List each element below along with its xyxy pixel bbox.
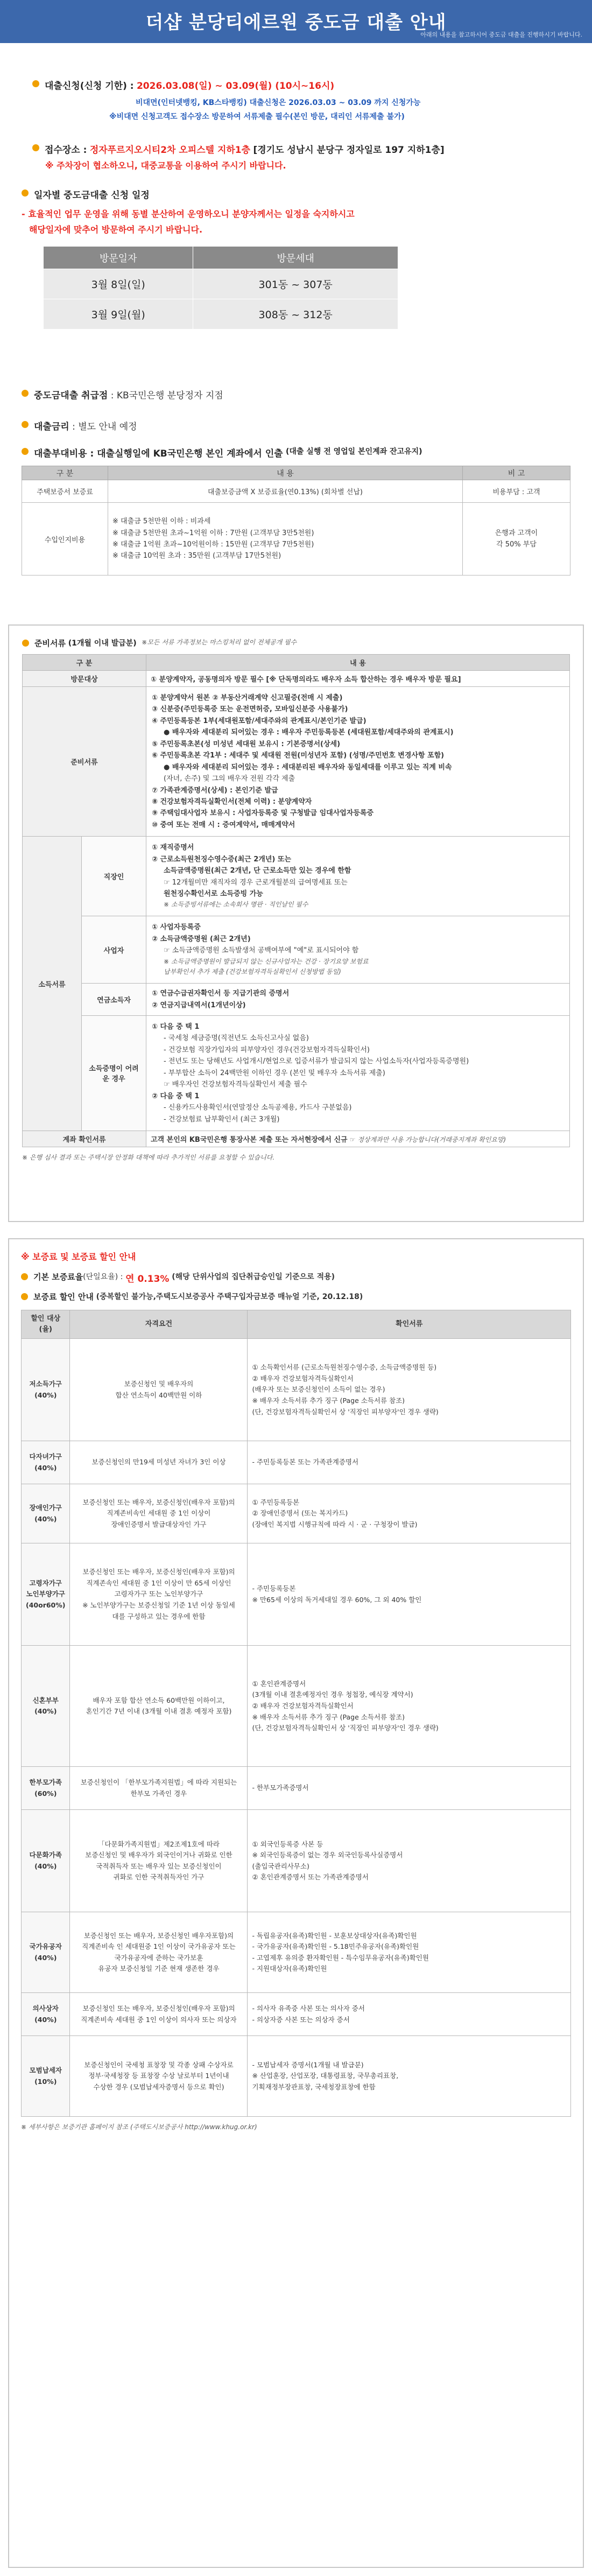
schedule-table-header [44, 247, 398, 269]
requirement-line: 보증신청인 또는 배우자, 보증신청인 배우자포함)의 [83, 1931, 234, 1940]
low-income-doc-line: ☞ 배우자인 건강보험자격득실확인서 제출 필수 [164, 1080, 307, 1089]
bullet-icon [32, 80, 39, 87]
table-row [23, 916, 570, 984]
stamp-remark-line: 각 50% 부담 [496, 541, 537, 549]
table-row [22, 1810, 571, 1912]
discount-documents-cell [248, 1441, 571, 1484]
documents-footnote: ※ 은행 심사 결과 또는 주택시장 안정화 대책에 따라 추가적인 서류를 요청할 수 있습니다. [22, 1153, 275, 1161]
requirement-line: 고령자가구 또는 노인부양가구 [114, 1590, 203, 1598]
documents-header-category: 구 분 [23, 655, 146, 671]
discount-requirement-cell [70, 1484, 248, 1543]
table-row [22, 2036, 571, 2117]
discount-info-row [21, 1291, 571, 1302]
requirement-line: 국적취득자 또는 배우자 있는 보증신청인이 [96, 1862, 222, 1870]
low-income-content-cell [146, 1016, 570, 1131]
discount-target-name: 신혼부부 [32, 1696, 59, 1704]
discount-documents-cell [248, 2036, 571, 2117]
business-doc-line: ① 사업자등록증 [152, 923, 201, 932]
base-rate-note: (해당 단위사업의 집단취급승인일 기준으로 적용) [172, 1273, 335, 1281]
discount-target-rate: (40%) [34, 2015, 57, 2024]
discount-header-requirement: 자격요건 [70, 1310, 248, 1339]
fees-content-cell [108, 503, 463, 575]
requirement-line: 혼인기간 7년 이내 (3개월 이내 결혼 예정자 포함) [86, 1707, 232, 1716]
common-doc-line: ⑨ 주택임대사업자 보유시 : 사업자등록증 및 구청발급 임대사업자등록증 [152, 809, 374, 818]
employee-doc-line: ☞ 12개월미만 재직자의 경우 근로개월분의 급여명세표 또는 [164, 878, 348, 887]
requirement-line: 배우자 포함 합산 연소득 60백만원 이하이고, [93, 1696, 225, 1704]
common-doc-line: ⑩ 중여 또는 전매 시 : 증여계약서, 매매계약서 [152, 820, 295, 829]
rate-label: 대출금리 [34, 422, 69, 432]
document-line: (3개월 이내 결혼예정자인 경우 청첩장, 예식장 계약서) [252, 1690, 413, 1699]
discount-header-target: 할인 대상(율) [22, 1310, 70, 1339]
application-visit-note: ※비대면 신청고객도 접수장소 방문하여 서류제출 필수(본인 방문, 대리인 서류제출 불가) [109, 113, 405, 121]
base-rate-label: 기본 보증료율 [33, 1272, 83, 1282]
document-line: - 모범납세자 증명서(1개월 내 발급분) [252, 2060, 364, 2069]
table-row [23, 837, 570, 916]
employee-doc-line: 원천징수확인서로 소득증빙 가능 [164, 890, 263, 898]
document-line: (출입국관리사무소) [252, 1862, 309, 1870]
discount-documents-cell [248, 1912, 571, 1993]
table-row [23, 1131, 570, 1147]
documents-panel [8, 624, 584, 1222]
requirement-line: ※ 노인부양가구는 보증신청일 기준 1년 이상 동일세 [82, 1601, 235, 1610]
common-doc-line: ⑦ 가족관계증명서(상세) : 본인기준 발급 [152, 786, 278, 795]
low-income-label-cell: 소득증명이 어려운 경우 [82, 1016, 146, 1131]
table-row [22, 1993, 571, 2036]
pension-label-cell: 연금소득자 [82, 984, 146, 1016]
discount-target-rate: (10%) [34, 2077, 57, 2086]
common-doc-line: ⑤ 주민등록초본(성 미성년 세대원 보유시 : 기본증명서(상세) [152, 740, 341, 748]
discount-requirement-cell [70, 1646, 248, 1767]
discount-target-name: 모범납세자 [29, 2066, 62, 2075]
schedule-section [22, 187, 570, 329]
discount-panel [8, 1238, 584, 2568]
discount-target-name: 장애인가구 [29, 1504, 62, 1512]
discount-footnote: ※ 세부사항은 보증기관 홈페이지 참조 (주택도시보증공사 http://www.khug.or.kr) [21, 2123, 257, 2131]
discount-target-rate: (40%) [34, 1514, 57, 1523]
bullet-icon [32, 144, 39, 151]
discount-target-name: 저소득가구 [29, 1380, 62, 1388]
stamp-fee-line: ※ 대출금 1억원 초과~10억원이하 : 15만원 (고객부담 7만5천원) [112, 541, 314, 549]
bullet-icon [22, 421, 29, 428]
account-doc-note: ☞ 정상계좌만 사용 가능합니다(거래중지계좌 확인요망) [349, 1135, 506, 1143]
discount-requirement-cell [70, 1912, 248, 1993]
table-row [22, 503, 570, 575]
low-income-doc-line: ② 다음 중 택 1 [152, 1092, 200, 1100]
discount-target-name: 다문화가족 [29, 1851, 62, 1859]
account-doc-text: 고객 본인의 KB국민은행 통장사본 제출 또는 자서현장에서 신규 [151, 1135, 348, 1144]
discount-target-cell [22, 1484, 70, 1543]
document-line: (장애인 복지법 시행규칙에 따라 시 · 군 · 구청장이 발급) [252, 1520, 418, 1529]
discount-target-name: 한부모가족 [29, 1778, 62, 1787]
stamp-fee-line: ※ 대출금 5천만원 초과~1억원 이하 : 7만원 (고객부담 3만5천원) [112, 529, 314, 537]
table-row [22, 1646, 571, 1767]
common-doc-line: ⑧ 건강보험자격득실확인서(전체 이력) : 분양계약자 [152, 797, 312, 806]
fees-remark-cell: 비용부담 : 고객 [463, 480, 570, 503]
requirement-line: 보증신청인 또는 배우자, 보증신청인(배우자 포함)의 [82, 1568, 235, 1576]
bullet-icon [21, 1293, 28, 1300]
discount-documents-cell [248, 1767, 571, 1810]
document-line: - 고엽제후 유의증 환자확인원 - 특수임무유공자(유족)확인원 [252, 1953, 429, 1962]
stamp-remark-line: 은행과 고객이 [495, 529, 538, 537]
visitor-content-cell: ① 분양계약자, 공동명의자 방문 필수 [※ 단독명의라도 배우자 소득 합산하는 경우 배우자 방문 필요] [146, 671, 570, 687]
bullet-icon [22, 390, 29, 397]
document-line: (단, 건강보험자격득실확인서 상 '직장인 피부양자'인 경우 생략) [252, 1407, 439, 1416]
discount-requirement-cell [70, 1993, 248, 2036]
requirement-line: 직계존비속인 세대원 중 1인 이상이 [107, 1509, 211, 1518]
base-rate-row [21, 1271, 571, 1285]
visitor-category-cell: 방문대상 [23, 671, 146, 687]
discount-documents-cell [248, 1339, 571, 1441]
low-income-doc-line: - 전년도 또는 당해년도 사업개시/현업으로 입증서류가 발급되지 않는 사업소득자(사업자등록증명원) [164, 1057, 469, 1066]
documents-table [22, 654, 570, 1147]
fees-category-cell: 주택보증서 보증료 [22, 480, 108, 503]
table-row [22, 480, 570, 503]
discount-target-cell [22, 1810, 70, 1912]
bullet-icon [21, 1273, 28, 1280]
document-line: - 국가유공자(유족)확인원 - 5.18민주유공자(유족)확인원 [252, 1942, 419, 1951]
table-row [23, 984, 570, 1016]
document-line: 기획재정부장관표창, 국세청장표창에 한함 [252, 2083, 376, 2091]
document-line: ② 혼인관계증명서 또는 가족관계증명서 [252, 1873, 369, 1882]
handler-value: : KB국민은행 분당정자 지점 [110, 390, 223, 401]
discount-target-cell [22, 1646, 70, 1767]
discount-target-rate: (60%) [34, 1789, 57, 1798]
table-row [44, 299, 398, 329]
application-online-note: 비대면(인터넷뱅킹, KB스타뱅킹) 대출신청은 2026.03.03 ~ 03.09 까지 신청가능 [136, 99, 421, 107]
discount-target-cell [22, 1441, 70, 1484]
discount-title: ※ 보증료 및 보증료 할인 안내 [21, 1252, 136, 1262]
location-row [32, 142, 560, 156]
employee-content-cell [146, 837, 570, 916]
discount-target-cell [22, 1767, 70, 1810]
business-content-cell [146, 916, 570, 984]
income-category-cell: 소득서류 [23, 837, 82, 1131]
requirement-line: 수상한 경우 (모범납세자증명서 등으로 확인) [93, 2083, 224, 2091]
document-line: ※ 산업훈장, 산업포장, 대통령표창, 국무총리표창, [252, 2072, 399, 2080]
discount-table [21, 1310, 571, 2117]
common-content-cell [146, 687, 570, 837]
requirement-line: 국가유공자에 준하는 국가보훈 [114, 1953, 203, 1962]
discount-requirement-cell [70, 1767, 248, 1810]
pension-content-cell [146, 984, 570, 1016]
fees-label: 대출부대비용 : 대출실행일에 KB국민은행 본인 계좌에서 인출 [34, 448, 283, 459]
document-line: (단, 건강보험자격득실확인서 상 '직장인 피부양자'인 경우 생략) [252, 1724, 439, 1732]
table-row [44, 269, 398, 299]
employee-doc-line: ※ 소득증빙서류에는 소속회사 명판 · 직인날인 필수 [164, 901, 308, 909]
application-section [0, 78, 592, 122]
document-line: ① 소득확인서류 (근로소득원천징수영수증, 소득금액증명원 등) [252, 1363, 437, 1372]
fees-header-content: 내 용 [108, 466, 463, 480]
requirement-line: 보증신청인 및 배우자의 [124, 1380, 194, 1388]
discount-target-cell [22, 1339, 70, 1441]
discount-target-rate: (40%) [34, 1391, 57, 1399]
table-row [22, 1912, 571, 1993]
table-row [23, 1016, 570, 1131]
pension-doc-line: ① 연금수급권자확인서 등 지급기관의 증명서 [152, 989, 290, 998]
page-title: 더샵 분당티에르원 중도금 대출 안내 [145, 12, 447, 33]
discount-target-rate: (40%) [34, 1862, 57, 1870]
employee-label-cell: 직장인 [82, 837, 146, 916]
discount-documents-cell [248, 1810, 571, 1912]
fees-section [22, 446, 570, 575]
discount-requirement-cell [70, 1339, 248, 1441]
discount-target-cell [22, 1543, 70, 1646]
schedule-header-date: 방문일자 [44, 247, 193, 269]
document-line: ※ 배우자 소득서류 추가 징구 (Page 소득서류 참조) [252, 1712, 405, 1721]
bullet-icon [22, 640, 29, 647]
requirement-line: 보증신청인 또는 배우자, 보증신청인(배우자 포함)의 [82, 1498, 235, 1506]
discount-target-rate: 노인부양가구 (40or60%) [26, 1590, 66, 1610]
fees-table-header [22, 466, 570, 480]
documents-title-note: ※모든 서류 가족정보는 마스킹처리 없이 전체공개 필수 [142, 638, 297, 646]
requirement-line: 보증신청인의 만19세 미성년 자녀가 3인 이상 [91, 1458, 226, 1466]
document-line: (배우자 또는 보증신청인이 소득이 없는 경우) [252, 1385, 385, 1394]
handler-section [22, 388, 570, 432]
base-rate-unit: (단일요율) : [83, 1273, 123, 1281]
parking-notice: ※ 주차장이 협소하오니, 대중교통을 이용하여 주시기 바랍니다. [45, 160, 286, 171]
requirement-line: 합산 연소득이 40백만원 이하 [115, 1391, 202, 1399]
discount-target-name: 의사상자 [32, 2004, 59, 2013]
table-row [22, 1767, 571, 1810]
document-line: ① 혼인관계증명서 [252, 1679, 306, 1688]
stamp-fee-line: ※ 대출금 5천만원 이하 : 비과세 [112, 517, 211, 526]
fees-content-cell: 대출보증금액 X 보증료율(연0.13%) (회차별 선납) [108, 480, 463, 503]
document-line: ② 장애인증명서 (또는 복지카드) [252, 1509, 348, 1518]
common-doc-line: ● 배우자와 세대분리 되어있는 경우 : 세대분리된 배우자와 동일세대를 이루고 있는 직계 비속 [164, 763, 452, 771]
document-line: ※ 외국인등록증이 없는 경우 외국인등록사실증명서 [252, 1851, 403, 1859]
document-line: ① 주민등록등본 [252, 1498, 300, 1506]
discount-target-name: 다자녀가구 [29, 1452, 62, 1461]
business-doc-line: ② 소득금액증명원 (최근 2개년) [152, 935, 251, 943]
common-doc-line: ● 배우자와 세대분리 되어있는 경우 : 배우자 주민등록등본 (세대원포함/세대주와의 관계표시) [164, 728, 454, 737]
rate-value: : 별도 안내 예정 [72, 422, 137, 432]
requirement-line: 유공자 보증신청일 기준 현재 생존한 경우 [98, 1964, 220, 1973]
location-place: 정자푸르지오시티2차 오피스텔 지하1층 [89, 145, 251, 156]
document-line: - 지원대상자(유족)확인원 [252, 1964, 327, 1973]
business-label-cell: 사업자 [82, 916, 146, 984]
documents-title-row [22, 637, 570, 649]
discount-target-rate: (40%) [34, 1953, 57, 1962]
discount-target-cell [22, 1993, 70, 2036]
fees-title-row [22, 446, 570, 459]
employee-doc-line: ② 근로소득원천징수영수증(최근 2개년) 또는 [152, 855, 291, 864]
discount-documents-cell [248, 1484, 571, 1543]
business-doc-line: ☞ 소득금액증명원 소득발생처 공백여부에 "예"로 표시되어야 함 [164, 946, 359, 955]
employee-doc-line: 소득금액증명원(최근 2개년, 단 근로소득만 있는 경우에 한함 [164, 867, 351, 875]
requirement-line: 귀화로 인한 국적취득자인 가구 [113, 1873, 205, 1882]
discount-info-note: (중복할인 불가능,주택도시보증공사 주택구입자금보증 매뉴얼 기준, 20.12.18) [96, 1293, 363, 1301]
low-income-doc-line: - 건강보험료 납부확인서 (최근 3개월) [164, 1115, 280, 1124]
document-line: ※ 만65세 이상의 독거세대일 경우 60%, 그 외 40% 할인 [252, 1595, 422, 1604]
document-line: ※ 배우자 소득서류 추가 징구 (Page 소득서류 참조) [252, 1396, 405, 1405]
employee-doc-line: ① 재직증명서 [152, 844, 194, 852]
requirement-line: 대를 구성하고 있는 경우에 한함 [112, 1612, 206, 1620]
requirement-line: 직계존속인 세대원 중 1인 이상이 만 65세 이상인 [86, 1578, 231, 1587]
pension-doc-line: ② 연금지급내역서(1개년이상) [152, 1001, 246, 1009]
schedule-note-1: - 효율적인 업무 운영을 위해 동별 분산하여 운영하오니 분양자께서는 일정을 숙지하시고 [22, 209, 355, 219]
fees-label-note: (대출 실행 전 영업일 본인계좌 잔고유지) [285, 447, 422, 456]
common-category-cell: 준비서류 [23, 687, 146, 837]
location-label: 접수장소 : [45, 145, 87, 156]
requirement-line: 한부모 가족인 경우 [130, 1789, 187, 1798]
documents-title: 준비서류 [34, 638, 66, 648]
requirement-line: 보증신청인 및 배우자가 외국인이거나 귀화로 인한 [85, 1851, 232, 1859]
discount-documents-cell [248, 1646, 571, 1767]
document-line: - 주민등록등본 [252, 1584, 296, 1593]
account-content-cell [146, 1131, 570, 1147]
low-income-doc-line: ① 다음 중 택 1 [152, 1023, 200, 1031]
requirement-line: 보증신청인이 「한부모가족지원법」에 따라 지원되는 [80, 1778, 237, 1787]
bullet-icon [22, 448, 29, 455]
common-doc-line: ④ 주민등록등본 1부(세대원포함/세대주와의 관계표시/본인기준 발급) [152, 717, 367, 725]
fees-header-category: 구 분 [22, 466, 108, 480]
schedule-label: 일자별 중도금대출 신청 일정 [34, 190, 150, 201]
requirement-line: 직계존비속 인 세대원중 1인 이상이 국가유공자 또는 [82, 1942, 236, 1951]
handler-row [22, 388, 570, 401]
table-row [22, 1339, 571, 1441]
schedule-units-cell: 301동 ~ 307동 [193, 269, 398, 299]
stamp-fee-line: ※ 대출금 10억원 초과 : 35만원 (고객부담 17만5천원) [112, 552, 281, 560]
schedule-header-units: 방문세대 [193, 247, 398, 269]
common-doc-line: ① 분양계약서 원본 ② 부동산거래계약 신고필증(전매 시 제출) [152, 694, 343, 702]
documents-title-sub: (1개월 이내 발급분) [68, 639, 137, 648]
document-line: - 한부모가족증명서 [252, 1784, 309, 1792]
discount-header-documents: 확인서류 [248, 1310, 571, 1339]
location-address: [경기도 성남시 분당구 정자일로 197 지하1층] [253, 145, 445, 156]
document-line: - 주민등록등본 또는 가족관계증명서 [252, 1458, 359, 1466]
fees-header-remark: 비 고 [463, 466, 570, 480]
table-row [23, 671, 570, 687]
requirement-line: 직계존비속 세대원 중 1인 이상이 의사자 또는 의상자 [81, 2015, 237, 2024]
application-row [32, 78, 560, 92]
discount-target-cell [22, 2036, 70, 2117]
discount-target-rate: (40%) [34, 1707, 57, 1716]
common-doc-line: ③ 신분증(주민등록증 또는 운전면허증, 모바일신분증 사용불가) [152, 705, 348, 714]
requirement-line: 「다문화가족지원법」제2조제1호에 따라 [97, 1840, 220, 1848]
discount-documents-cell [248, 1993, 571, 2036]
documents-table-header [23, 655, 570, 671]
document-line: ② 배우자 건강보험자격득실확인서 [252, 1701, 354, 1710]
low-income-doc-line: - 신용카드사용확인서(연말정산 소득공제용, 카드사 구분없음) [164, 1104, 352, 1112]
table-row [22, 1441, 571, 1484]
table-row [23, 687, 570, 837]
document-line: ② 배우자 건강보험자격득실확인서 [252, 1374, 354, 1382]
discount-target-name: 고령자가구 [29, 1578, 62, 1587]
handler-label: 중도금대출 취급점 [34, 390, 108, 401]
fees-remark-cell [463, 503, 570, 575]
requirement-line: 보증신청인이 국세청 표창장 및 각종 상패 수상자로 [84, 2060, 234, 2069]
document-line: ① 외국인등록증 사본 등 [252, 1840, 323, 1848]
schedule-date-cell: 3월 8일(일) [44, 269, 193, 299]
bullet-icon [22, 189, 29, 196]
common-doc-line: ⑥ 주민등록초본 각1부 : 세대주 및 세대원 전원(미성년자 포함) (성명/주민번호 변경사항 포함) [152, 752, 445, 760]
fees-category-cell: 수입인지비용 [22, 503, 108, 575]
discount-documents-cell [248, 1543, 571, 1646]
schedule-note-2: 해당일자에 맞추어 방문하여 주시기 바랍니다. [29, 224, 203, 235]
low-income-doc-line: - 건강보험 직장가입자의 피부양자인 경우(건강보험자격득실확인서) [164, 1045, 370, 1054]
base-rate-value: 연 0.13% [125, 1274, 170, 1285]
discount-table-header [22, 1310, 571, 1339]
table-row [22, 1484, 571, 1543]
requirement-line: 정부·국세청장 등 표창장 수상 날로부터 1년이내 [88, 2072, 229, 2080]
document-line: - 독립유공자(유족)확인원 - 보훈보상대상자(유족)확인원 [252, 1931, 417, 1940]
table-row [22, 1543, 571, 1646]
account-category-cell: 계좌 확인서류 [23, 1131, 146, 1147]
discount-table-body [22, 1339, 571, 2117]
schedule-table [43, 246, 398, 329]
discount-requirement-cell [70, 1441, 248, 1484]
document-line: - 의상자증 사본 또는 의상자 증서 [252, 2015, 350, 2024]
application-label: 대출신청(신청 기한) : [45, 81, 134, 92]
discount-info-label: 보증료 할인 안내 [33, 1292, 94, 1302]
discount-requirement-cell [70, 1543, 248, 1646]
schedule-units-cell: 308동 ~ 312동 [193, 299, 398, 329]
location-section [0, 142, 592, 171]
discount-requirement-cell [70, 2036, 248, 2117]
fees-table [22, 466, 570, 575]
requirement-line: 보증신청인 또는 배우자, 보증신청인(배우자 포함)의 [82, 2004, 235, 2013]
document-line: - 의사자 유족증 사본 또는 의사자 증서 [252, 2004, 365, 2013]
business-doc-line: ※ 소득금액증명원이 발급되지 않는 신규사업자는 건강 · 장기요양 보험료 [164, 957, 369, 965]
discount-target-cell [22, 1912, 70, 1993]
application-period: 2026.03.08(일) ~ 03.09(월) (10시~16시) [136, 81, 335, 92]
common-doc-line: (자녀, 손주) 및 그의 배우자 전원 각각 제출 [164, 775, 295, 783]
low-income-doc-line: - 국세청 세금증명(직전년도 소득신고사실 없음) [164, 1034, 309, 1043]
rate-row [22, 419, 570, 432]
low-income-doc-line: - 부부합산 소득이 24백만원 이하인 경우 (본인 및 배우자 소득서류 제출) [164, 1069, 385, 1077]
documents-header-content: 내 용 [146, 655, 570, 671]
schedule-date-cell: 3월 9일(월) [44, 299, 193, 329]
requirement-line: 장애인증명서 발급대상자인 가구 [111, 1520, 207, 1529]
page-subtitle: 아래의 내용을 참고하시어 중도금 대출을 진행하시기 바랍니다. [420, 31, 582, 38]
page-header [0, 0, 592, 43]
discount-target-name: 국가유공자 [29, 1942, 62, 1951]
discount-target-rate: (40%) [34, 1463, 57, 1472]
business-doc-line: 납부확인서 추가 제출 (건강보험자격득실확인서 신청방법 동일) [164, 968, 341, 976]
discount-requirement-cell [70, 1810, 248, 1912]
schedule-title-row [22, 187, 570, 201]
